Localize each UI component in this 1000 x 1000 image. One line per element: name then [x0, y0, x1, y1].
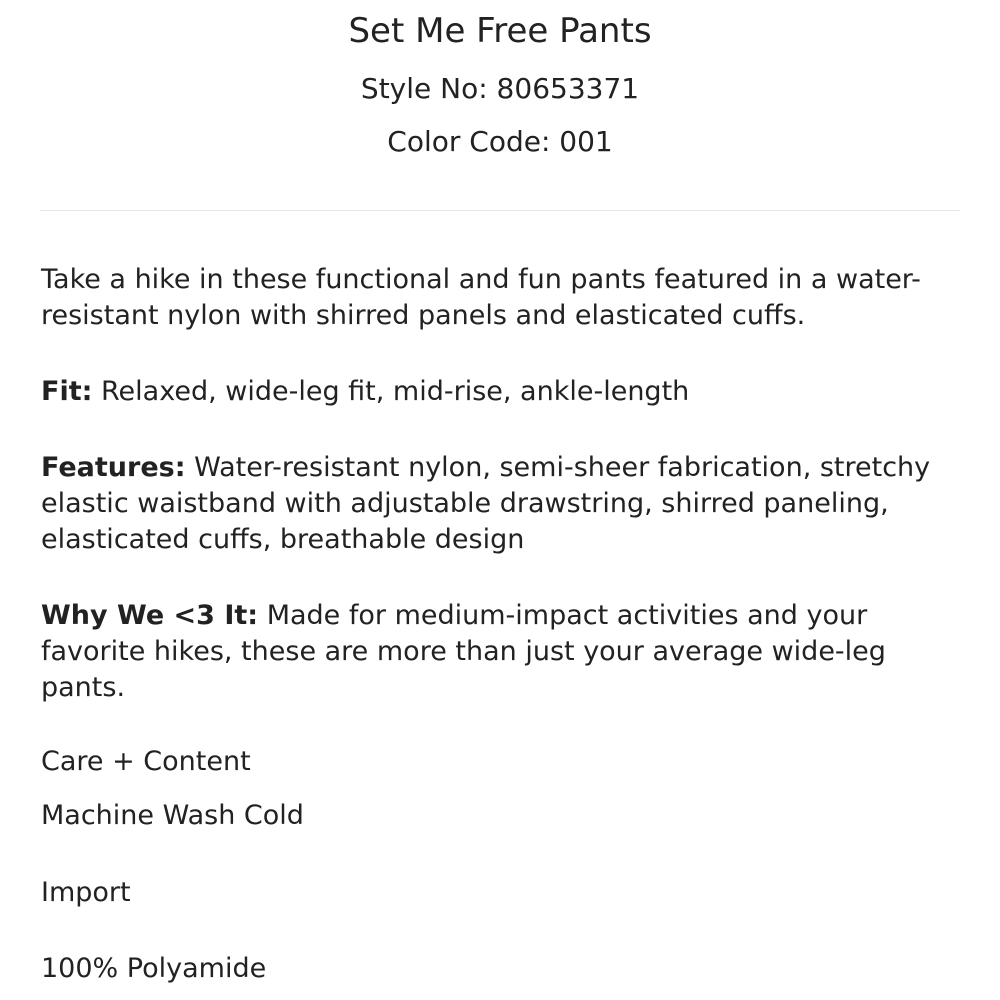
care-wash-instructions: Machine Wash Cold [41, 800, 304, 831]
why-label: Why We <3 It: [41, 600, 259, 631]
care-material-content: 100% Polyamide [41, 953, 267, 984]
product-description: Take a hike in these functional and fun pants featured in a water-resistant nylon with shirred panels and elasticated cuffs. [41, 264, 921, 331]
features-details [41, 450, 971, 558]
care-origin: Import [41, 877, 131, 908]
why-we-love-it [41, 598, 971, 706]
style-number: Style No: 80653371 [360, 72, 640, 105]
fit-details [41, 374, 971, 410]
fit-label: Fit: [41, 376, 93, 407]
header-divider [40, 210, 960, 211]
features-label: Features: [41, 452, 186, 483]
color-code: Color Code: 001 [387, 125, 613, 158]
care-content-heading: Care + Content [41, 746, 251, 777]
product-title: Set Me Free Pants [348, 11, 652, 51]
why-text: Made for medium-impact activities and your favorite hikes, these are more than just your average wide-leg pants. [41, 600, 886, 703]
features-text: Water-resistant nylon, semi-sheer fabrication, stretchy elastic waistband with adjustable drawstring, shirred paneling, elasticated cuffs, breathable design [41, 452, 931, 555]
fit-text: Relaxed, wide-leg fit, mid-rise, ankle-length [92, 376, 690, 407]
